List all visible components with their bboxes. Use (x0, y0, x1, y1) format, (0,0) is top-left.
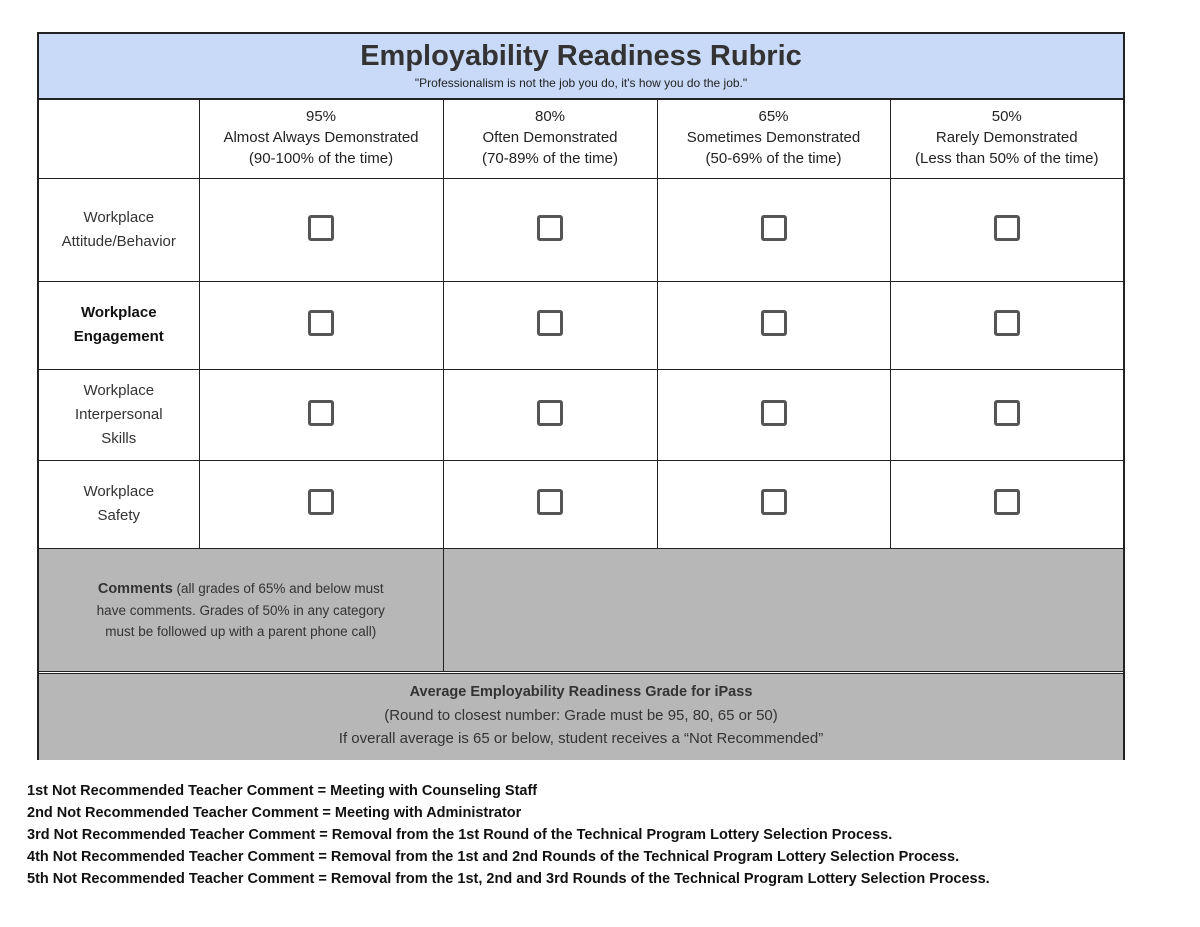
rubric-grid (39, 98, 1123, 672)
consequence-note: 1st Not Recommended Teacher Comment = Meeting with Counseling Staff (27, 783, 538, 799)
column-label: Sometimes Demonstrated (686, 129, 861, 147)
row-label-line: Skills (101, 429, 137, 447)
comments-row (39, 548, 1123, 671)
column-header-row (39, 98, 1123, 178)
checkbox-safety-80[interactable] (537, 489, 563, 515)
checkbox-interpersonal-50[interactable] (994, 400, 1020, 426)
column-header-80 (443, 98, 657, 178)
rubric-row-interpersonal (39, 369, 1123, 460)
column-range: (Less than 50% of the time) (915, 150, 1099, 168)
rubric-quote: "Professionalism is not the job you do, it's how you do the job." (414, 76, 748, 90)
column-range: (50-69% of the time) (705, 150, 842, 168)
rubric-title: Employability Readiness Rubric (360, 40, 802, 72)
column-range: (70-89% of the time) (482, 150, 618, 168)
column-label: Rarely Demonstrated (935, 129, 1078, 147)
row-label-line: Attitude/Behavior (61, 232, 176, 250)
row-label-line: Workplace (80, 304, 157, 321)
consequence-note: 4th Not Recommended Teacher Comment = Removal from the 1st and 2nd Rounds of the Technical Program Lottery Selection Process. (27, 849, 960, 865)
comments-note: have comments. Grades of 50% in any category (96, 602, 385, 618)
consequence-note: 5th Not Recommended Teacher Comment = Removal from the 1st, 2nd and 3rd Rounds of the Technical Program Lottery Selection Process. (27, 871, 990, 887)
checkbox-engagement-80[interactable] (537, 310, 563, 336)
checkbox-attitude-50[interactable] (994, 215, 1020, 241)
checkbox-attitude-95[interactable] (308, 215, 334, 241)
rubric-table (37, 32, 1125, 760)
checkbox-attitude-65[interactable] (761, 215, 787, 241)
checkbox-interpersonal-80[interactable] (537, 400, 563, 426)
row-label-cell (39, 178, 199, 281)
average-recommendation-note: If overall average is 65 or below, student receives a “Not Recommended” (338, 730, 824, 747)
consequence-notes (27, 780, 990, 890)
consequence-note: 3rd Not Recommended Teacher Comment = Removal from the 1st Round of the Technical Program Lottery Selection Process. (27, 827, 893, 843)
row-label-cell (39, 281, 199, 369)
row-label-line: Engagement (73, 328, 164, 345)
column-header-65 (657, 98, 890, 178)
checkbox-safety-95[interactable] (308, 489, 334, 515)
column-percent: 50% (991, 108, 1022, 126)
average-title: Average Employability Readiness Grade for iPass (409, 684, 753, 700)
column-header-95 (199, 98, 443, 178)
rubric-row-attitude (39, 178, 1123, 281)
row-label-line: Workplace (83, 208, 155, 226)
column-label: Almost Always Demonstrated (223, 129, 419, 147)
checkbox-attitude-80[interactable] (537, 215, 563, 241)
rubric-row-engagement (39, 281, 1123, 369)
consequence-note: 2nd Not Recommended Teacher Comment = Meeting with Administrator (27, 805, 522, 821)
checkbox-engagement-95[interactable] (308, 310, 334, 336)
row-label-line: Safety (97, 507, 141, 524)
checkbox-safety-65[interactable] (761, 489, 787, 515)
checkbox-engagement-50[interactable] (994, 310, 1020, 336)
corner-cell (39, 98, 199, 178)
row-label-cell (39, 369, 199, 460)
average-grade-block (39, 673, 1123, 760)
checkbox-safety-50[interactable] (994, 489, 1020, 515)
title-bar (39, 34, 1123, 100)
checkbox-interpersonal-65[interactable] (761, 400, 787, 426)
average-rounding-note: (Round to closest number: Grade must be 95, 80, 65 or 50) (384, 707, 778, 724)
column-percent: 95% (305, 108, 337, 126)
column-range: (90-100% of the time) (248, 150, 394, 168)
comments-entry-field[interactable] (443, 548, 1123, 671)
row-label-cell (39, 460, 199, 548)
comments-note: must be followed up with a parent phone call) (105, 623, 377, 639)
checkbox-interpersonal-95[interactable] (308, 400, 334, 426)
comments-note: (all grades of 65% and below must (172, 580, 384, 596)
column-label: Often Demonstrated (482, 129, 618, 147)
column-header-50 (890, 98, 1123, 178)
column-percent: 65% (758, 108, 789, 126)
rubric-row-safety (39, 460, 1123, 548)
comments-label-cell (39, 548, 443, 671)
row-label-line: Workplace (83, 483, 155, 500)
row-label-line: Interpersonal (74, 405, 163, 423)
comments-heading: Comments (97, 580, 173, 597)
checkbox-engagement-65[interactable] (761, 310, 787, 336)
column-percent: 80% (534, 108, 566, 126)
row-label-line: Workplace (83, 381, 155, 399)
